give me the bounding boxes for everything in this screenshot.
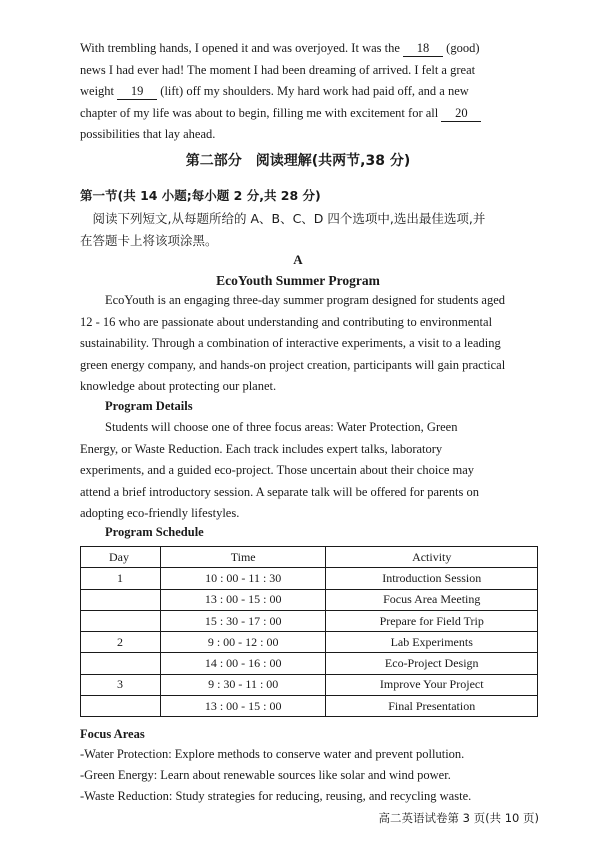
cell-activity: Final Presentation xyxy=(326,696,538,717)
focus-item xyxy=(80,747,464,762)
text-line: EcoYouth is an engaging three-day summer program designed for students aged xyxy=(105,293,506,307)
instruction-line: 阅读下列短文,从每题所给的 A、B、C、D 四个选项中,选出最佳选项,并 xyxy=(80,211,486,226)
passage-label: A xyxy=(293,252,303,267)
column-header-time: Time xyxy=(160,547,326,568)
cell-time: 15 : 30 - 17 : 00 xyxy=(160,610,326,631)
cell-time: 9 : 00 - 12 : 00 xyxy=(160,632,326,653)
focus-text: Explore methods to conserve water and prevent pollution. xyxy=(171,747,465,761)
cell-activity: Lab Experiments xyxy=(326,632,538,653)
cell-activity: Introduction Session xyxy=(326,568,538,589)
focus-areas-heading: Focus Areas xyxy=(80,727,145,741)
column-header-activity: Activity xyxy=(326,547,538,568)
answer-blank-19: 19 xyxy=(117,84,157,100)
table-row xyxy=(81,696,538,717)
cell-day: 3 xyxy=(81,674,161,695)
intro-paragraph xyxy=(80,290,535,398)
cell-activity: Eco-Project Design xyxy=(326,653,538,674)
text-line: 12 - 16 who are passionate about understanding and contributing to environmental xyxy=(80,314,493,329)
table-row xyxy=(81,632,538,653)
cell-day xyxy=(81,610,161,631)
cell-day: 2 xyxy=(81,632,161,653)
program-schedule-heading: Program Schedule xyxy=(105,525,204,539)
cell-day xyxy=(81,696,161,717)
cell-activity: Focus Area Meeting xyxy=(326,589,538,610)
cell-activity: Improve Your Project xyxy=(326,674,538,695)
instruction-line: 在答题卡上将该项涂黑。 xyxy=(80,232,218,248)
text-line: news I had ever had! The moment I had been dreaming of arrived. I felt a great xyxy=(80,62,476,77)
text-line: chapter of my life was about to begin, filling me with excitement for all xyxy=(80,105,442,120)
focus-label: -Waste Reduction: xyxy=(80,789,173,803)
column-header-day: Day xyxy=(81,547,161,568)
table-row xyxy=(81,610,538,631)
table-row xyxy=(81,568,538,589)
text-line: weight xyxy=(80,84,118,98)
top-paragraph xyxy=(80,38,535,146)
table-row xyxy=(81,653,538,674)
part-title: 第二部分 阅读理解(共两节,38 分) xyxy=(185,153,411,169)
cell-day xyxy=(81,589,161,610)
text-line: attend a brief introductory session. A separate talk will be offered for parents on xyxy=(80,484,479,499)
focus-item xyxy=(80,789,471,804)
answer-blank-20: 20 xyxy=(441,106,481,122)
cell-time: 14 : 00 - 16 : 00 xyxy=(160,653,326,674)
cell-time: 9 : 30 - 11 : 00 xyxy=(160,674,326,695)
answer-blank-18: 18 xyxy=(403,41,443,57)
text-line: (lift) off my shoulders. My hard work had paid off, and a new xyxy=(157,84,469,98)
text-line: green energy company, and hands-on project creation, participants will gain practical xyxy=(80,357,506,372)
cell-time: 13 : 00 - 15 : 00 xyxy=(160,589,326,610)
text-line: experiments, and a guided eco-project. Those uncertain about their choice may xyxy=(80,463,475,477)
cell-activity: Prepare for Field Trip xyxy=(326,610,538,631)
cell-day: 1 xyxy=(81,568,161,589)
text-line: Energy, or Waste Reduction. Each track includes expert talks, laboratory xyxy=(80,441,443,456)
section-title: 第一节(共 14 小题;每小题 2 分,共 28 分) xyxy=(80,188,321,203)
cell-time: 13 : 00 - 15 : 00 xyxy=(160,696,326,717)
text-line: adopting eco-friendly lifestyles. xyxy=(80,506,240,520)
cell-day xyxy=(81,653,161,674)
page-footer: 高二英语试卷第 3 页(共 10 页) xyxy=(378,811,539,825)
text-line: Students will choose one of three focus areas: Water Protection, Green xyxy=(105,420,458,434)
table-row xyxy=(81,589,538,610)
text-line: knowledge about protecting our planet. xyxy=(80,379,277,393)
focus-label: -Green Energy: xyxy=(80,768,158,782)
cell-time: 10 : 00 - 11 : 30 xyxy=(160,568,326,589)
focus-text: Study strategies for reducing, reusing, and recycling waste. xyxy=(172,789,472,803)
focus-label: -Water Protection: xyxy=(80,747,172,761)
text-line: (good) xyxy=(443,41,480,55)
text-line: With trembling hands, I opened it and was overjoyed. It was the xyxy=(80,41,404,55)
text-line: sustainability. Through a combination of interactive experiments, a visit to a leading xyxy=(80,336,501,350)
focus-item xyxy=(80,768,451,783)
table-header-row xyxy=(81,547,538,568)
instructions xyxy=(80,208,540,251)
program-details-heading: Program Details xyxy=(105,399,193,413)
text-line: possibilities that lay ahead. xyxy=(80,127,216,141)
schedule-table xyxy=(80,546,538,717)
focus-text: Learn about renewable sources like solar and wind power. xyxy=(157,768,451,782)
schedule-body xyxy=(81,568,538,717)
passage-title: EcoYouth Summer Program xyxy=(216,273,380,288)
program-details-paragraph xyxy=(80,417,535,525)
table-row xyxy=(81,674,538,695)
